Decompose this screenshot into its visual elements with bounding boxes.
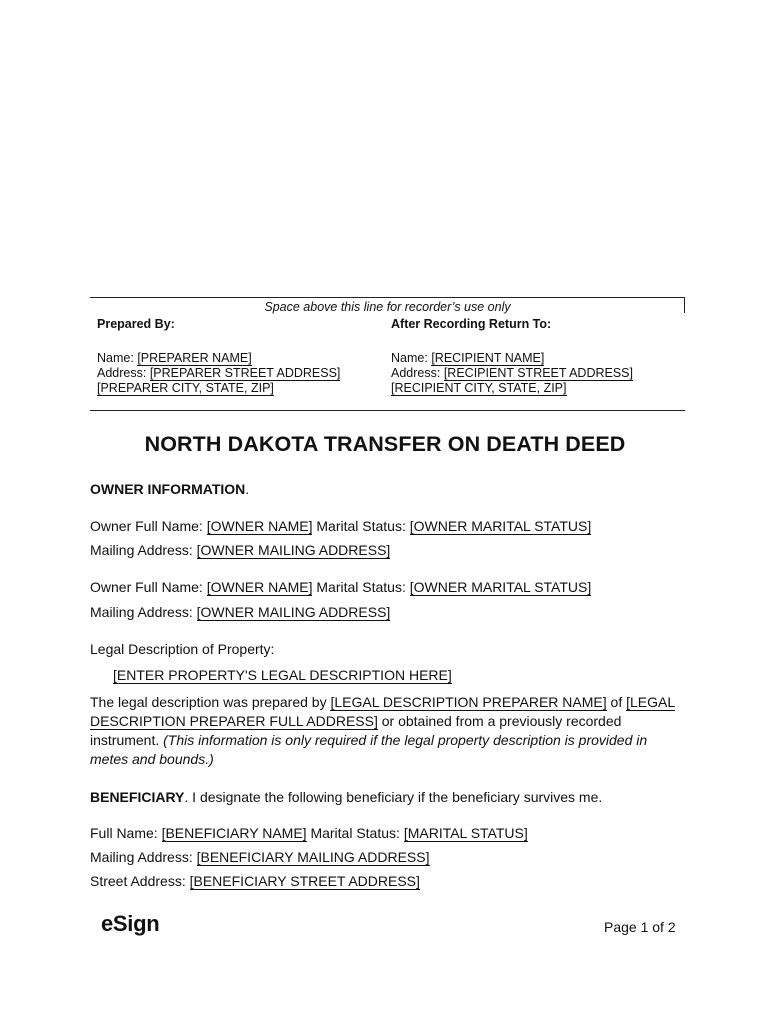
- recorder-top-rule: [90, 297, 685, 298]
- owner-1-name-line: [90, 517, 680, 536]
- owner-2-name-label: Owner Full Name:: [90, 579, 203, 595]
- recorder-bottom-rule: [90, 410, 685, 411]
- beneficiary-name-field[interactable]: [BENEFICIARY NAME]: [161, 825, 307, 841]
- legal-preparer-name-field[interactable]: [LEGAL DESCRIPTION PREPARER NAME]: [330, 694, 607, 710]
- owner-1-marital-label: Marital Status:: [316, 518, 406, 534]
- preparer-address-line: [97, 366, 340, 380]
- preparer-name-field[interactable]: [PREPARER NAME]: [137, 351, 252, 365]
- beneficiary-heading: BENEFICIARY: [90, 789, 185, 805]
- recorder-note: Space above this line for recorder’s use only: [264, 300, 511, 314]
- legal-description-field[interactable]: [ENTER PROPERTY'S LEGAL DESCRIPTION HERE]: [113, 667, 452, 683]
- legal-prepared-paragraph: [90, 693, 680, 769]
- beneficiary-street-label: Street Address:: [90, 873, 186, 889]
- prepared-by-label: Prepared By:: [97, 317, 175, 331]
- owner-2-marital-label: Marital Status:: [316, 579, 406, 595]
- beneficiary-marital-label: Marital Status:: [310, 825, 400, 841]
- owner-heading-suffix: .: [245, 481, 250, 497]
- owner-heading-line: [90, 480, 680, 499]
- legal-prepared-text-1: The legal description was prepared by: [90, 694, 327, 710]
- beneficiary-mailing-label: Mailing Address:: [90, 849, 193, 865]
- document-title: NORTH DAKOTA TRANSFER ON DEATH DEED: [144, 432, 626, 456]
- legal-description-label: Legal Description of Property:: [90, 641, 275, 657]
- return-to-label: After Recording Return To:: [391, 317, 552, 331]
- owner-2-name-field[interactable]: [OWNER NAME]: [206, 579, 313, 595]
- recipient-address-field[interactable]: [RECIPIENT STREET ADDRESS]: [443, 366, 633, 380]
- beneficiary-intro: . I designate the following beneficiary if the beneficiary survives me.: [184, 789, 603, 805]
- beneficiary-marital-field[interactable]: [MARITAL STATUS]: [403, 825, 528, 841]
- preparer-city-line: [97, 381, 274, 395]
- recipient-address-label: Address:: [391, 366, 441, 380]
- recipient-name-label: Name:: [391, 351, 428, 365]
- owner-2-mailing-line: [90, 603, 680, 622]
- beneficiary-street-field[interactable]: [BENEFICIARY STREET ADDRESS]: [189, 873, 420, 889]
- preparer-name-line: [97, 351, 252, 365]
- esign-logo: eSign: [101, 911, 160, 936]
- preparer-name-label: Name:: [97, 351, 134, 365]
- owner-1-name-field[interactable]: [OWNER NAME]: [206, 518, 313, 534]
- preparer-city-field[interactable]: [PREPARER CITY, STATE, ZIP]: [97, 381, 274, 395]
- beneficiary-name-line: [90, 824, 680, 843]
- recipient-name-line: [391, 351, 544, 365]
- owner-1-name-label: Owner Full Name:: [90, 518, 203, 534]
- owner-2-mailing-label: Mailing Address:: [90, 604, 193, 620]
- owner-1-mailing-line: [90, 541, 680, 560]
- legal-metes-bounds-note: (This information is only required if the legal property description is provided in metes and bounds.): [90, 732, 648, 767]
- owner-2-mailing-field[interactable]: [OWNER MAILING ADDRESS]: [196, 604, 391, 620]
- owner-1-marital-field[interactable]: [OWNER MARITAL STATUS]: [409, 518, 592, 534]
- owner-1-mailing-label: Mailing Address:: [90, 542, 193, 558]
- beneficiary-mailing-field[interactable]: [BENEFICIARY MAILING ADDRESS]: [196, 849, 430, 865]
- recipient-address-line: [391, 366, 633, 380]
- legal-prepared-text-2: or obtained from a previously recorded instrument.: [90, 713, 622, 748]
- recipient-name-field[interactable]: [RECIPIENT NAME]: [431, 351, 545, 365]
- owner-heading: OWNER INFORMATION: [90, 481, 246, 497]
- recipient-city-field[interactable]: [RECIPIENT CITY, STATE, ZIP]: [391, 381, 567, 395]
- owner-1-mailing-field[interactable]: [OWNER MAILING ADDRESS]: [196, 542, 391, 558]
- legal-description-line: [113, 667, 452, 683]
- owner-2-marital-field[interactable]: [OWNER MARITAL STATUS]: [409, 579, 592, 595]
- legal-preparer-address-field[interactable]: [LEGAL DESCRIPTION PREPARER FULL ADDRESS]: [90, 694, 676, 729]
- recipient-city-line: [391, 381, 567, 395]
- preparer-address-label: Address:: [97, 366, 147, 380]
- beneficiary-heading-line: [90, 788, 680, 807]
- beneficiary-mailing-line: [90, 848, 680, 867]
- beneficiary-street-line: [90, 872, 680, 891]
- legal-of-text: of: [610, 694, 623, 710]
- owner-2-name-line: [90, 578, 680, 597]
- page-number: Page 1 of 2: [604, 919, 676, 935]
- beneficiary-name-label: Full Name:: [90, 825, 158, 841]
- preparer-address-field[interactable]: [PREPARER STREET ADDRESS]: [149, 366, 341, 380]
